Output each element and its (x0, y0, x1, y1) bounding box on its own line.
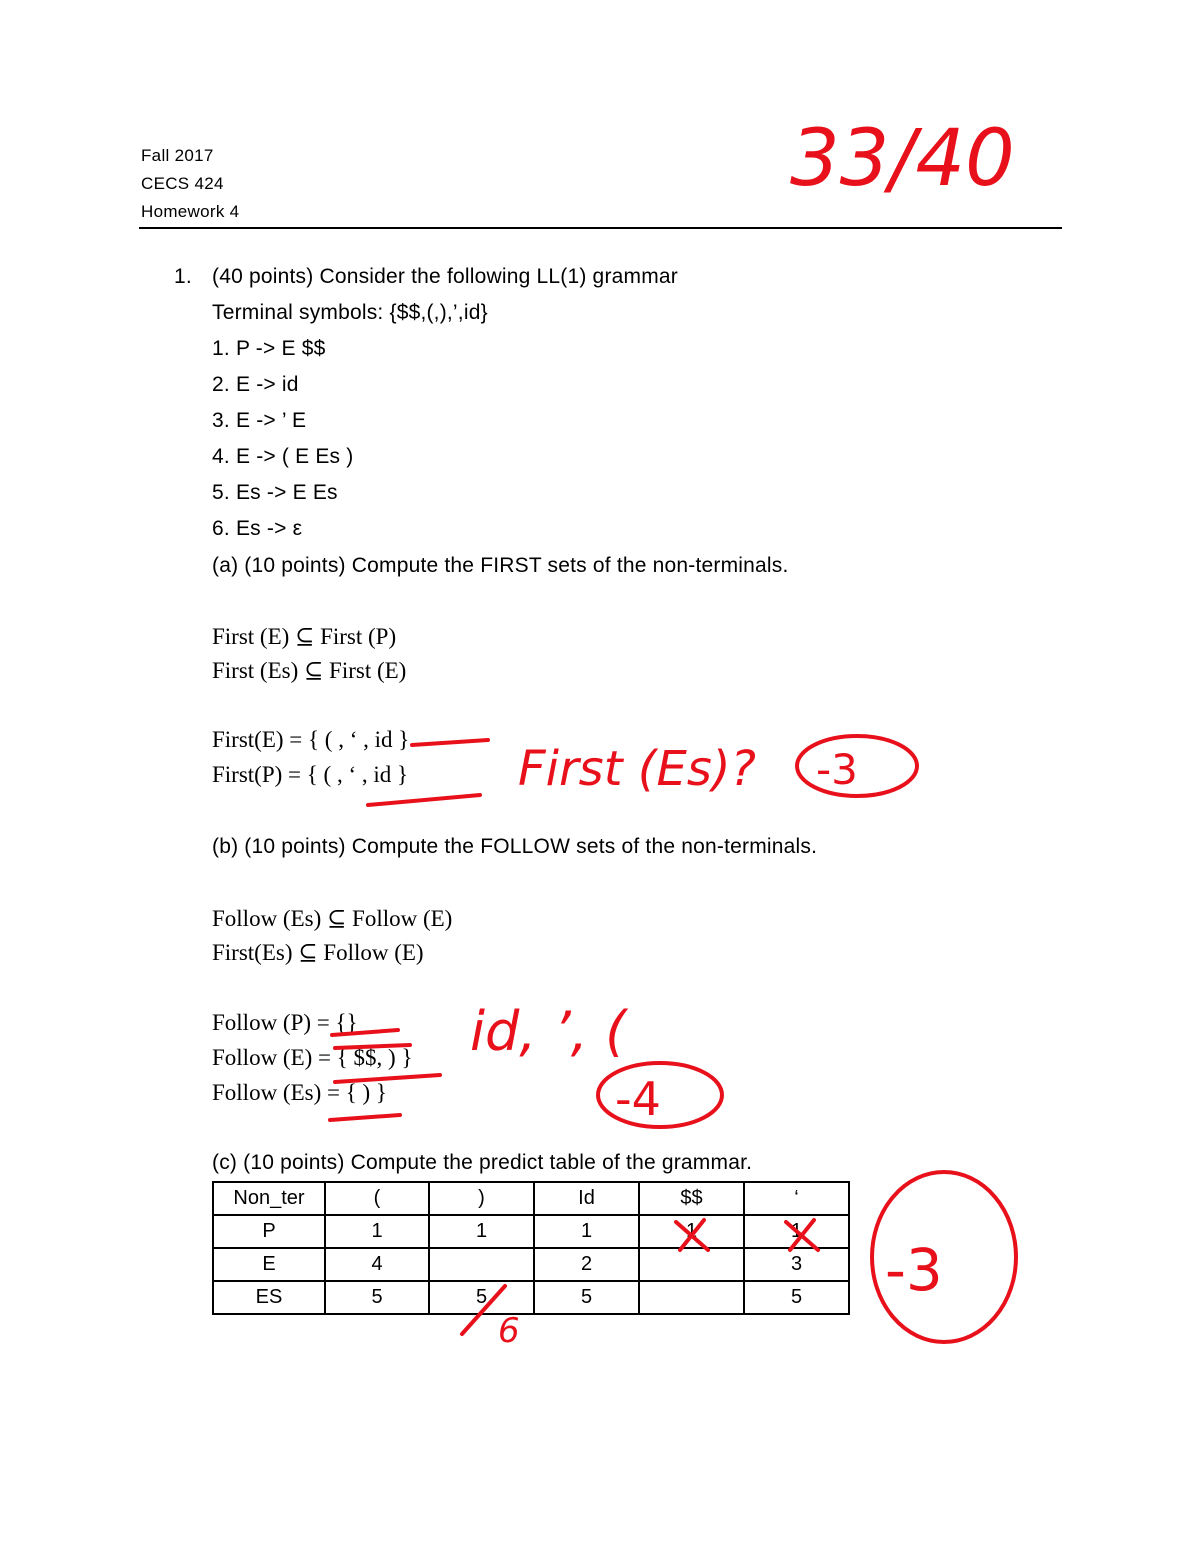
grammar-rule: 3. E -> ’ E (212, 409, 307, 432)
table-row (213, 1248, 849, 1281)
table-cell: 1 (534, 1215, 639, 1248)
first-e-answer: First(E) = { ( , ‘ , id } (212, 727, 410, 752)
part-c-deduction-circle (872, 1172, 1016, 1342)
follow-es-answer: Follow (Es) = { ) } (212, 1080, 387, 1105)
table-cell: 2 (534, 1248, 639, 1281)
table-cell: 5 (429, 1281, 534, 1314)
part-c-deduction: -3 (885, 1236, 943, 1304)
part-c-prompt: (c) (10 points) Compute the predict table of the grammar. (212, 1151, 753, 1174)
table-cell: 5 (744, 1281, 849, 1314)
table-cell: 5 (325, 1281, 429, 1314)
table-cell (639, 1281, 744, 1314)
grammar-rule: 4. E -> ( E Es ) (212, 445, 354, 468)
follow-e-answer: Follow (E) = { $$, ) } (212, 1045, 413, 1070)
grammar-rule: 5. Es -> E Es (212, 481, 338, 504)
part-b-deduction: -4 (615, 1072, 661, 1126)
table-row (213, 1215, 849, 1248)
table-cell: 1 (325, 1215, 429, 1248)
part-a-prompt: (a) (10 points) Compute the FIRST sets of the non-terminals. (212, 554, 789, 577)
table-header-cell: Non_ter (213, 1182, 325, 1215)
assignment-label: Homework 4 (141, 202, 240, 221)
terminal-symbols: Terminal symbols: {$$,(,),’,id} (212, 301, 488, 324)
part-a-deduction: -3 (816, 745, 858, 794)
question-prompt: (40 points) Consider the following LL(1) grammar (212, 265, 678, 288)
table-header-cell: $$ (639, 1182, 744, 1215)
table-cell: 4 (325, 1248, 429, 1281)
table-header-cell: ‘ (744, 1182, 849, 1215)
part-a-subset-line: First (Es) ⊆ First (E) (212, 658, 407, 683)
total-score-text: 33/40 (790, 114, 1015, 204)
table-cell: 5 (534, 1281, 639, 1314)
part-a-comment: First (Es)? (518, 741, 757, 797)
part-b-subset-line: First(Es) ⊆ Follow (E) (212, 940, 424, 965)
first-p-answer: First(P) = { ( , ‘ , id } (212, 762, 409, 787)
table-cell: 1 (429, 1215, 534, 1248)
table-header-row (213, 1182, 849, 1215)
grammar-rule: 6. Es -> ε (212, 517, 303, 540)
strike-follow-es (330, 1115, 400, 1120)
follow-p-answer: Follow (P) = {} (212, 1010, 358, 1035)
grammar-rule: 1. P -> E $$ (212, 337, 326, 360)
table-cell: E (213, 1248, 325, 1281)
underline-first-p (368, 795, 480, 805)
part-c-correction: 6 (498, 1311, 520, 1351)
table-cell: 1 (744, 1215, 849, 1248)
part-b-comment: id, ’, ( (470, 1000, 627, 1063)
table-cell: P (213, 1215, 325, 1248)
term-label: Fall 2017 (141, 146, 214, 165)
predict-table (212, 1181, 850, 1315)
table-cell (429, 1248, 534, 1281)
question-number: 1. (174, 265, 192, 288)
part-b-subset-line: Follow (Es) ⊆ Follow (E) (212, 906, 453, 931)
grammar-rule: 2. E -> id (212, 373, 299, 396)
table-cell: 3 (744, 1248, 849, 1281)
table-row (213, 1281, 849, 1314)
table-cell: ES (213, 1281, 325, 1314)
total-score-mark (790, 114, 1015, 204)
table-cell (639, 1248, 744, 1281)
strike-first-e (412, 740, 488, 745)
table-header-cell: ( (325, 1182, 429, 1215)
table-header-cell: Id (534, 1182, 639, 1215)
part-a-deduction-circle (797, 736, 917, 796)
table-cell: 1 (639, 1215, 744, 1248)
part-a-subset-line: First (E) ⊆ First (P) (212, 624, 397, 649)
part-b-deduction-circle (598, 1063, 722, 1127)
course-label: CECS 424 (141, 174, 224, 193)
part-b-prompt: (b) (10 points) Compute the FOLLOW sets of the non-terminals. (212, 835, 818, 858)
table-header-cell: ) (429, 1182, 534, 1215)
header-divider (139, 227, 1062, 229)
